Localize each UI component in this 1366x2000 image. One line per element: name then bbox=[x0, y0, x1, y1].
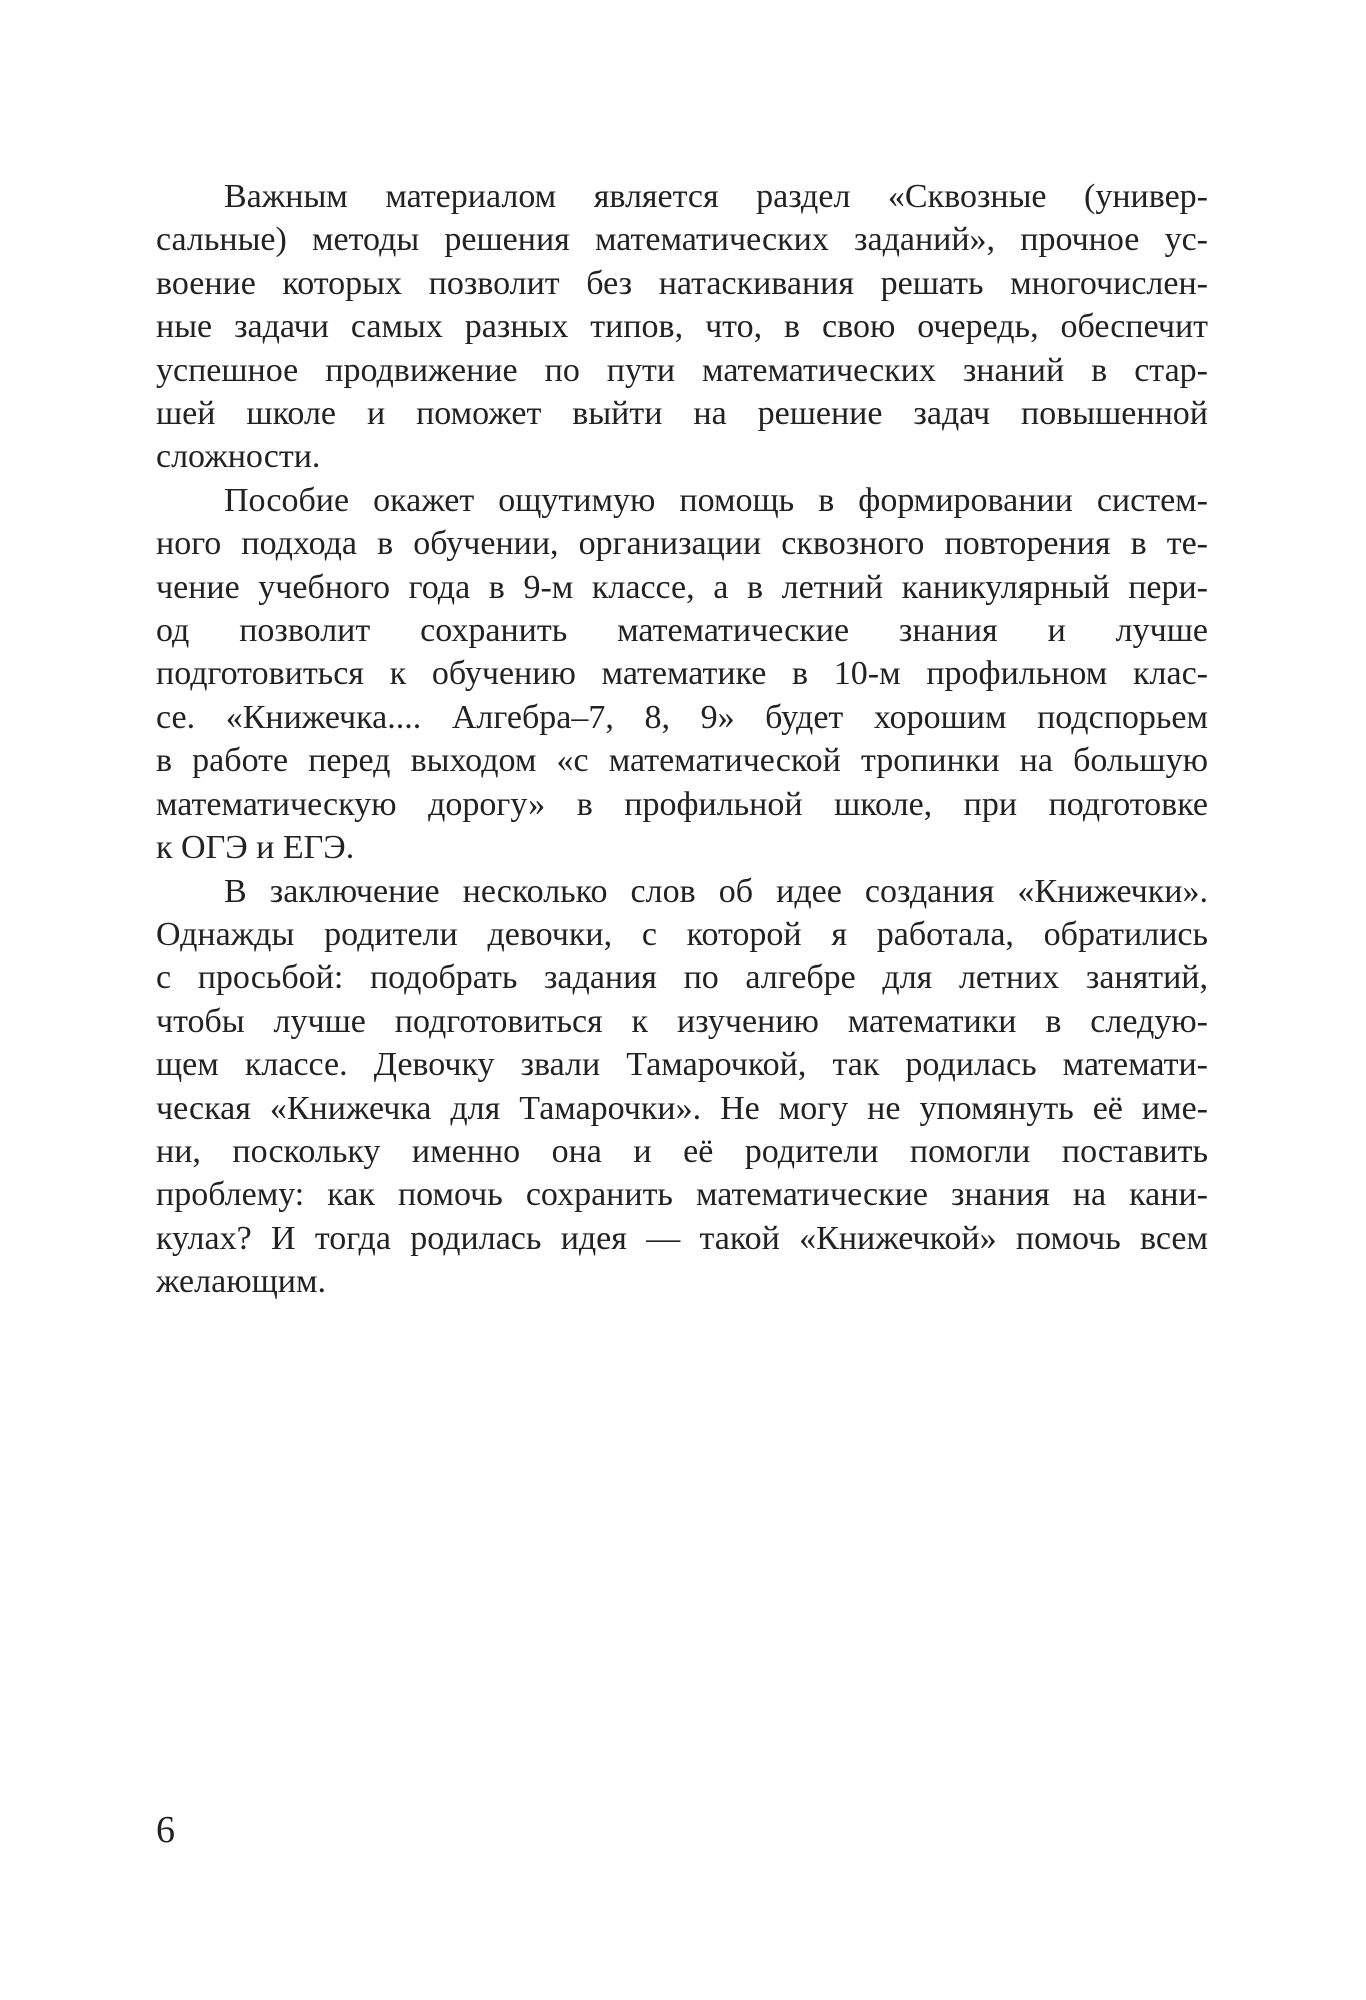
text-line: шей школе и поможет выйти на решение задач повышенной bbox=[156, 395, 1208, 433]
text-line: воение которых позволит без натаскивания решать многочислен- bbox=[156, 264, 1208, 302]
page-number: 6 bbox=[156, 1809, 175, 1851]
text-line: проблему: как помочь сохранить математические знания на кани- bbox=[156, 1176, 1208, 1214]
paragraph-1 bbox=[156, 175, 1208, 479]
text-line: кулах? И тогда родилась идея — такой «Книжечкой» помочь всем bbox=[156, 1219, 1208, 1257]
text-line: с просьбой: подобрать задания по алгебре для летних занятий, bbox=[156, 959, 1208, 997]
text-line: Однажды родители девочки, с которой я работала, обратились bbox=[156, 915, 1208, 953]
text-line: к ОГЭ и ЕГЭ. bbox=[156, 829, 355, 867]
text-line: ного подхода в обучении, организации сквозного повторения в те- bbox=[156, 525, 1208, 563]
text-line: сальные) методы решения математических заданий», прочное ус- bbox=[156, 221, 1208, 259]
text-line: Пособие окажет ощутимую помощь в формировании систем- bbox=[224, 481, 1208, 519]
text-line: успешное продвижение по пути математических знаний в стар- bbox=[156, 351, 1208, 389]
text-line: сложности. bbox=[156, 438, 321, 476]
text-line: желающим. bbox=[156, 1263, 326, 1301]
text-line: В заключение несколько слов об идее создания «Книжечки». bbox=[224, 872, 1208, 910]
text-line: ческая «Книжечка для Тамарочки». Не могу не упомянуть её име- bbox=[156, 1089, 1208, 1127]
text-line: чтобы лучше подготовиться к изучению математики в следую- bbox=[156, 1002, 1208, 1040]
text-line: щем классе. Девочку звали Тамарочкой, так родилась математи- bbox=[156, 1046, 1208, 1084]
text-line: ни, поскольку именно она и её родители помогли поставить bbox=[156, 1132, 1208, 1170]
text-line: математическую дорогу» в профильной школе, при подготовке bbox=[156, 785, 1208, 823]
text-line: подготовиться к обучению математике в 10-м профильном клас- bbox=[156, 655, 1208, 693]
body-text bbox=[156, 175, 1208, 1304]
text-line: Важным материалом является раздел «Сквозные (универ- bbox=[224, 178, 1208, 215]
text-line: чение учебного года в 9-м классе, а в летний каникулярный пери- bbox=[156, 568, 1208, 606]
paragraph-3 bbox=[156, 870, 1208, 1304]
text-line: ные задачи самых разных типов, что, в свою очередь, обеспечит bbox=[156, 308, 1208, 346]
paragraph-2 bbox=[156, 479, 1208, 870]
text-line: в работе перед выходом «с математической тропинки на большую bbox=[156, 742, 1208, 780]
text-line: од позволит сохранить математические знания и лучше bbox=[156, 612, 1208, 650]
text-line: се. «Книжечка.... Алгебра–7, 8, 9» будет хорошим подспорьем bbox=[156, 698, 1208, 736]
